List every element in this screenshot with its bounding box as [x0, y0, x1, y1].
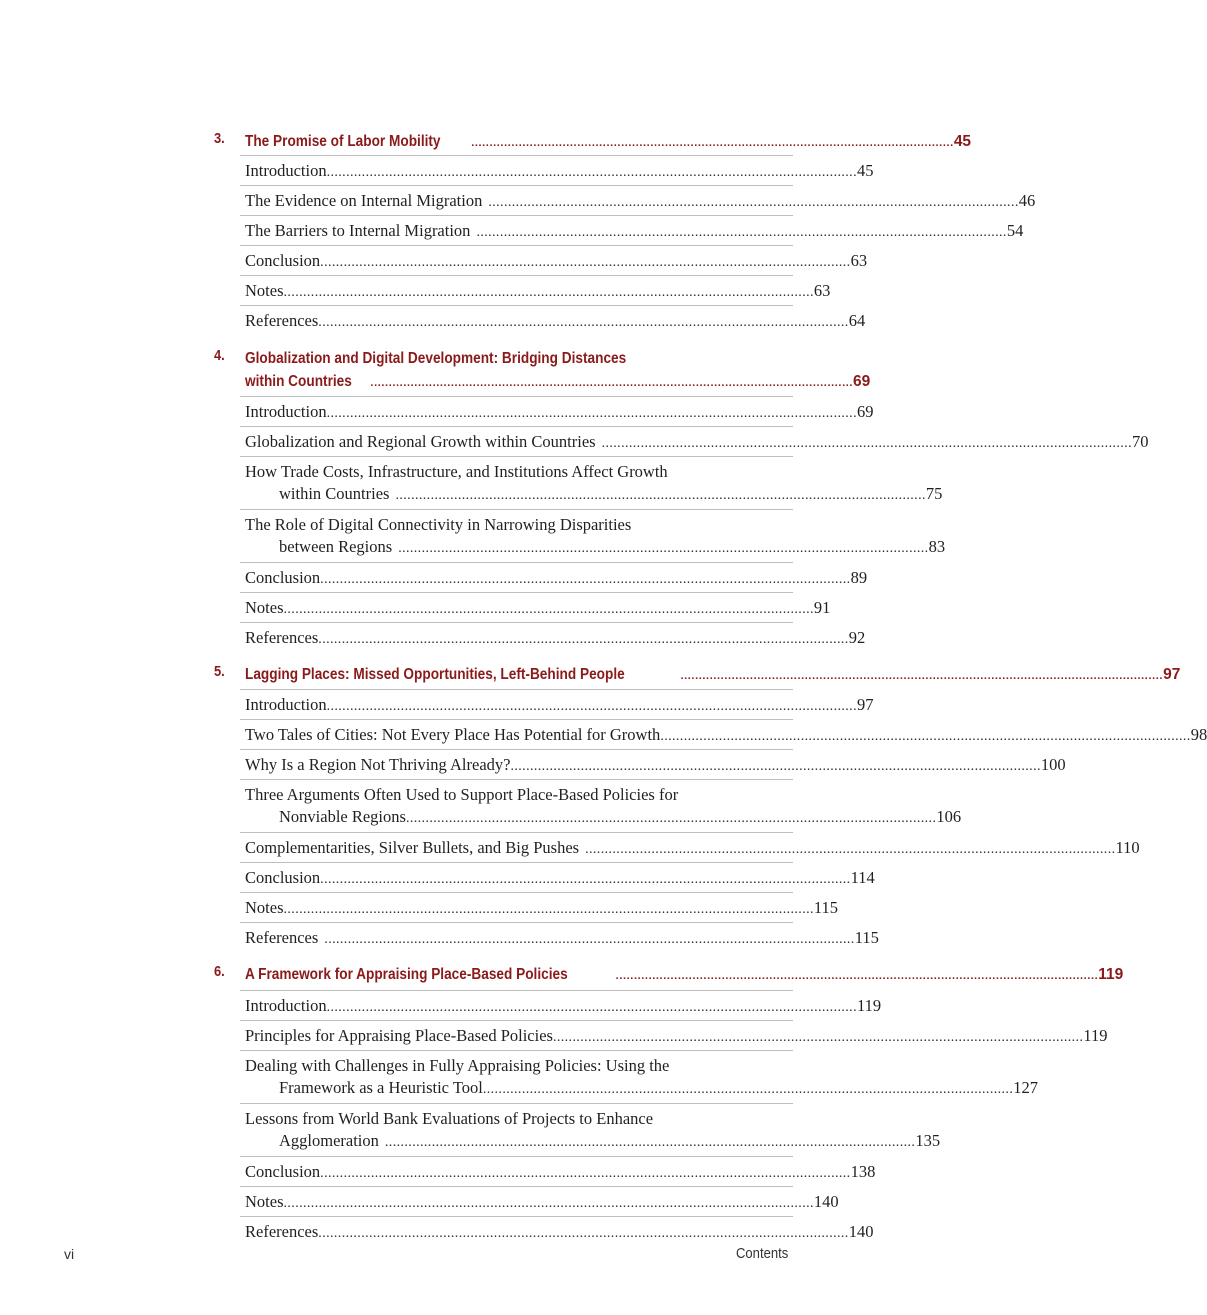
toc-entry[interactable]: Introduction ........................................................................................................................................ 119	[240, 990, 793, 1020]
toc-entry[interactable]: Three Arguments Often Used to Support Place-Based Policies for Nonviable Regions ........................................................................................................................................ 106	[240, 779, 793, 832]
chapter-title[interactable]	[245, 963, 1124, 988]
toc-entry[interactable]: Notes ........................................................................................................................................ 115	[240, 892, 793, 922]
chapter-number: 4.	[214, 347, 225, 364]
dot-leader: ........................................................................................................................................	[320, 572, 851, 587]
toc-entry[interactable]: Notes ........................................................................................................................................ 63	[240, 275, 793, 305]
toc-entry[interactable]: Notes ........................................................................................................................................ 140	[240, 1186, 793, 1216]
toc-entry[interactable]: Globalization and Regional Growth within Countries ........................................................................................................................................ 70	[240, 426, 793, 456]
toc-entry[interactable]: Introduction ........................................................................................................................................ 69	[240, 396, 793, 426]
dot-leader: ........................................................................................................................................	[283, 285, 814, 300]
toc-entry[interactable]: The Barriers to Internal Migration ........................................................................................................................................ 54	[240, 215, 793, 245]
toc-entry[interactable]: Notes ........................................................................................................................................ 91	[240, 592, 793, 622]
dot-leader: ........................................................................................................................................	[384, 1135, 916, 1150]
dot-leader: ........................................................................................................................................	[482, 1082, 1014, 1097]
dot-leader: ........................................................................................................................................	[476, 225, 1007, 240]
dot-leader: ........................................................................................................................................	[326, 1000, 857, 1015]
dot-leader: ........................................................................................................................................	[326, 165, 857, 180]
folio-page-number: vi	[64, 1246, 75, 1262]
chapter-page-number: 119	[1098, 966, 1124, 983]
chapter-5-entries	[240, 689, 1207, 952]
toc-entry[interactable]: References ........................................................................................................................................ 92	[240, 622, 793, 652]
toc-entry[interactable]: Why Is a Region Not Thriving Already? ........................................................................................................................................ 100	[240, 749, 793, 779]
dot-leader: ........................................................................................................................................	[488, 195, 1019, 210]
running-footer-section: Contents	[736, 1246, 789, 1262]
dot-leader: ....................................................................................................................................	[370, 377, 854, 389]
dot-leader: ........................................................................................................................................	[326, 406, 857, 421]
toc-entry[interactable]: Complementarities, Silver Bullets, and Big Pushes ........................................................................................................................................ 110	[240, 832, 793, 862]
toc-entry[interactable]: Conclusion ........................................................................................................................................ 89	[240, 562, 793, 592]
dot-leader: ....................................................................................................................................	[680, 670, 1164, 682]
toc-entry[interactable]: Two Tales of Cities: Not Every Place Has Potential for Growth ........................................................................................................................................ 98	[240, 719, 793, 749]
toc-entry[interactable]: The Evidence on Internal Migration ........................................................................................................................................ 46	[240, 185, 793, 215]
chapter-title-text: Lagging Places: Missed Opportunities, Left-Behind People	[245, 666, 625, 683]
dot-leader: ........................................................................................................................................	[318, 1226, 849, 1241]
toc-entry[interactable]: Conclusion ........................................................................................................................................ 138	[240, 1156, 793, 1186]
chapter-title[interactable]	[245, 130, 972, 155]
chapter-title[interactable]	[245, 347, 871, 395]
chapter-number: 3.	[214, 130, 225, 147]
toc-entry[interactable]: Dealing with Challenges in Fully Appraising Policies: Using the Framework as a Heuristic Tool ........................................................................................................................................ 127	[240, 1050, 793, 1103]
dot-leader: ....................................................................................................................................	[615, 970, 1099, 982]
dot-leader: ........................................................................................................................................	[318, 632, 849, 647]
toc-entry[interactable]: How Trade Costs, Infrastructure, and Institutions Affect Growth within Countries ........................................................................................................................................ 75	[240, 456, 793, 509]
dot-leader: ........................................................................................................................................	[320, 872, 851, 887]
toc-entry[interactable]: References ........................................................................................................................................ 140	[240, 1216, 793, 1246]
chapter-title[interactable]	[245, 663, 1181, 688]
toc-entry[interactable]: Conclusion ........................................................................................................................................ 114	[240, 862, 793, 892]
chapter-title-text-cont: within Countries	[245, 373, 352, 390]
toc-entry[interactable]: The Role of Digital Connectivity in Narrowing Disparities between Regions ........................................................................................................................................ 83	[240, 509, 793, 562]
chapter-page-number: 45	[953, 133, 972, 150]
dot-leader: ........................................................................................................................................	[601, 436, 1132, 451]
chapter-number: 5.	[214, 663, 225, 680]
toc-entry[interactable]: References ........................................................................................................................................ 115	[240, 922, 793, 952]
chapter-page-number: 97	[1163, 666, 1181, 683]
dot-leader: ........................................................................................................................................	[324, 932, 855, 947]
dot-leader: ........................................................................................................................................	[283, 602, 814, 617]
chapter-6-entries	[240, 990, 1108, 1246]
dot-leader: ........................................................................................................................................	[318, 315, 849, 330]
dot-leader: ........................................................................................................................................	[398, 541, 929, 556]
chapter-4-entries	[240, 396, 1149, 652]
dot-leader: ........................................................................................................................................	[320, 255, 851, 270]
dot-leader: ........................................................................................................................................	[283, 1196, 814, 1211]
toc-entry[interactable]: Principles for Appraising Place-Based Policies ........................................................................................................................................ 119	[240, 1020, 793, 1050]
chapter-title-text: The Promise of Labor Mobility	[245, 133, 441, 150]
toc-entry[interactable]: Conclusion ........................................................................................................................................ 63	[240, 245, 793, 275]
dot-leader: ........................................................................................................................................	[326, 699, 857, 714]
dot-leader: ........................................................................................................................................	[283, 902, 814, 917]
dot-leader: ........................................................................................................................................	[405, 811, 937, 826]
dot-leader: ........................................................................................................................................	[585, 842, 1116, 857]
toc-entry[interactable]: Introduction ........................................................................................................................................ 45	[240, 155, 793, 185]
chapter-page-number: 69	[853, 373, 871, 390]
toc-entry[interactable]: Introduction ........................................................................................................................................ 97	[240, 689, 793, 719]
chapter-number: 6.	[214, 963, 225, 980]
toc-entry[interactable]: Lessons from World Bank Evaluations of Projects to Enhance Agglomeration ........................................................................................................................................ 135	[240, 1103, 793, 1156]
dot-leader: ........................................................................................................................................	[552, 1030, 1084, 1045]
toc-entry[interactable]: References ........................................................................................................................................ 64	[240, 305, 793, 335]
dot-leader: ........................................................................................................................................	[320, 1166, 851, 1181]
chapter-title-text: A Framework for Appraising Place-Based Policies	[245, 966, 568, 983]
chapter-3-entries	[240, 155, 1036, 335]
dot-leader: ........................................................................................................................................	[510, 759, 1041, 774]
dot-leader: ........................................................................................................................................	[660, 729, 1191, 744]
dot-leader: ....................................................................................................................................	[471, 137, 954, 149]
chapter-title-text: Globalization and Digital Development: Bridging Distances	[245, 350, 627, 367]
dot-leader: ........................................................................................................................................	[395, 488, 926, 503]
